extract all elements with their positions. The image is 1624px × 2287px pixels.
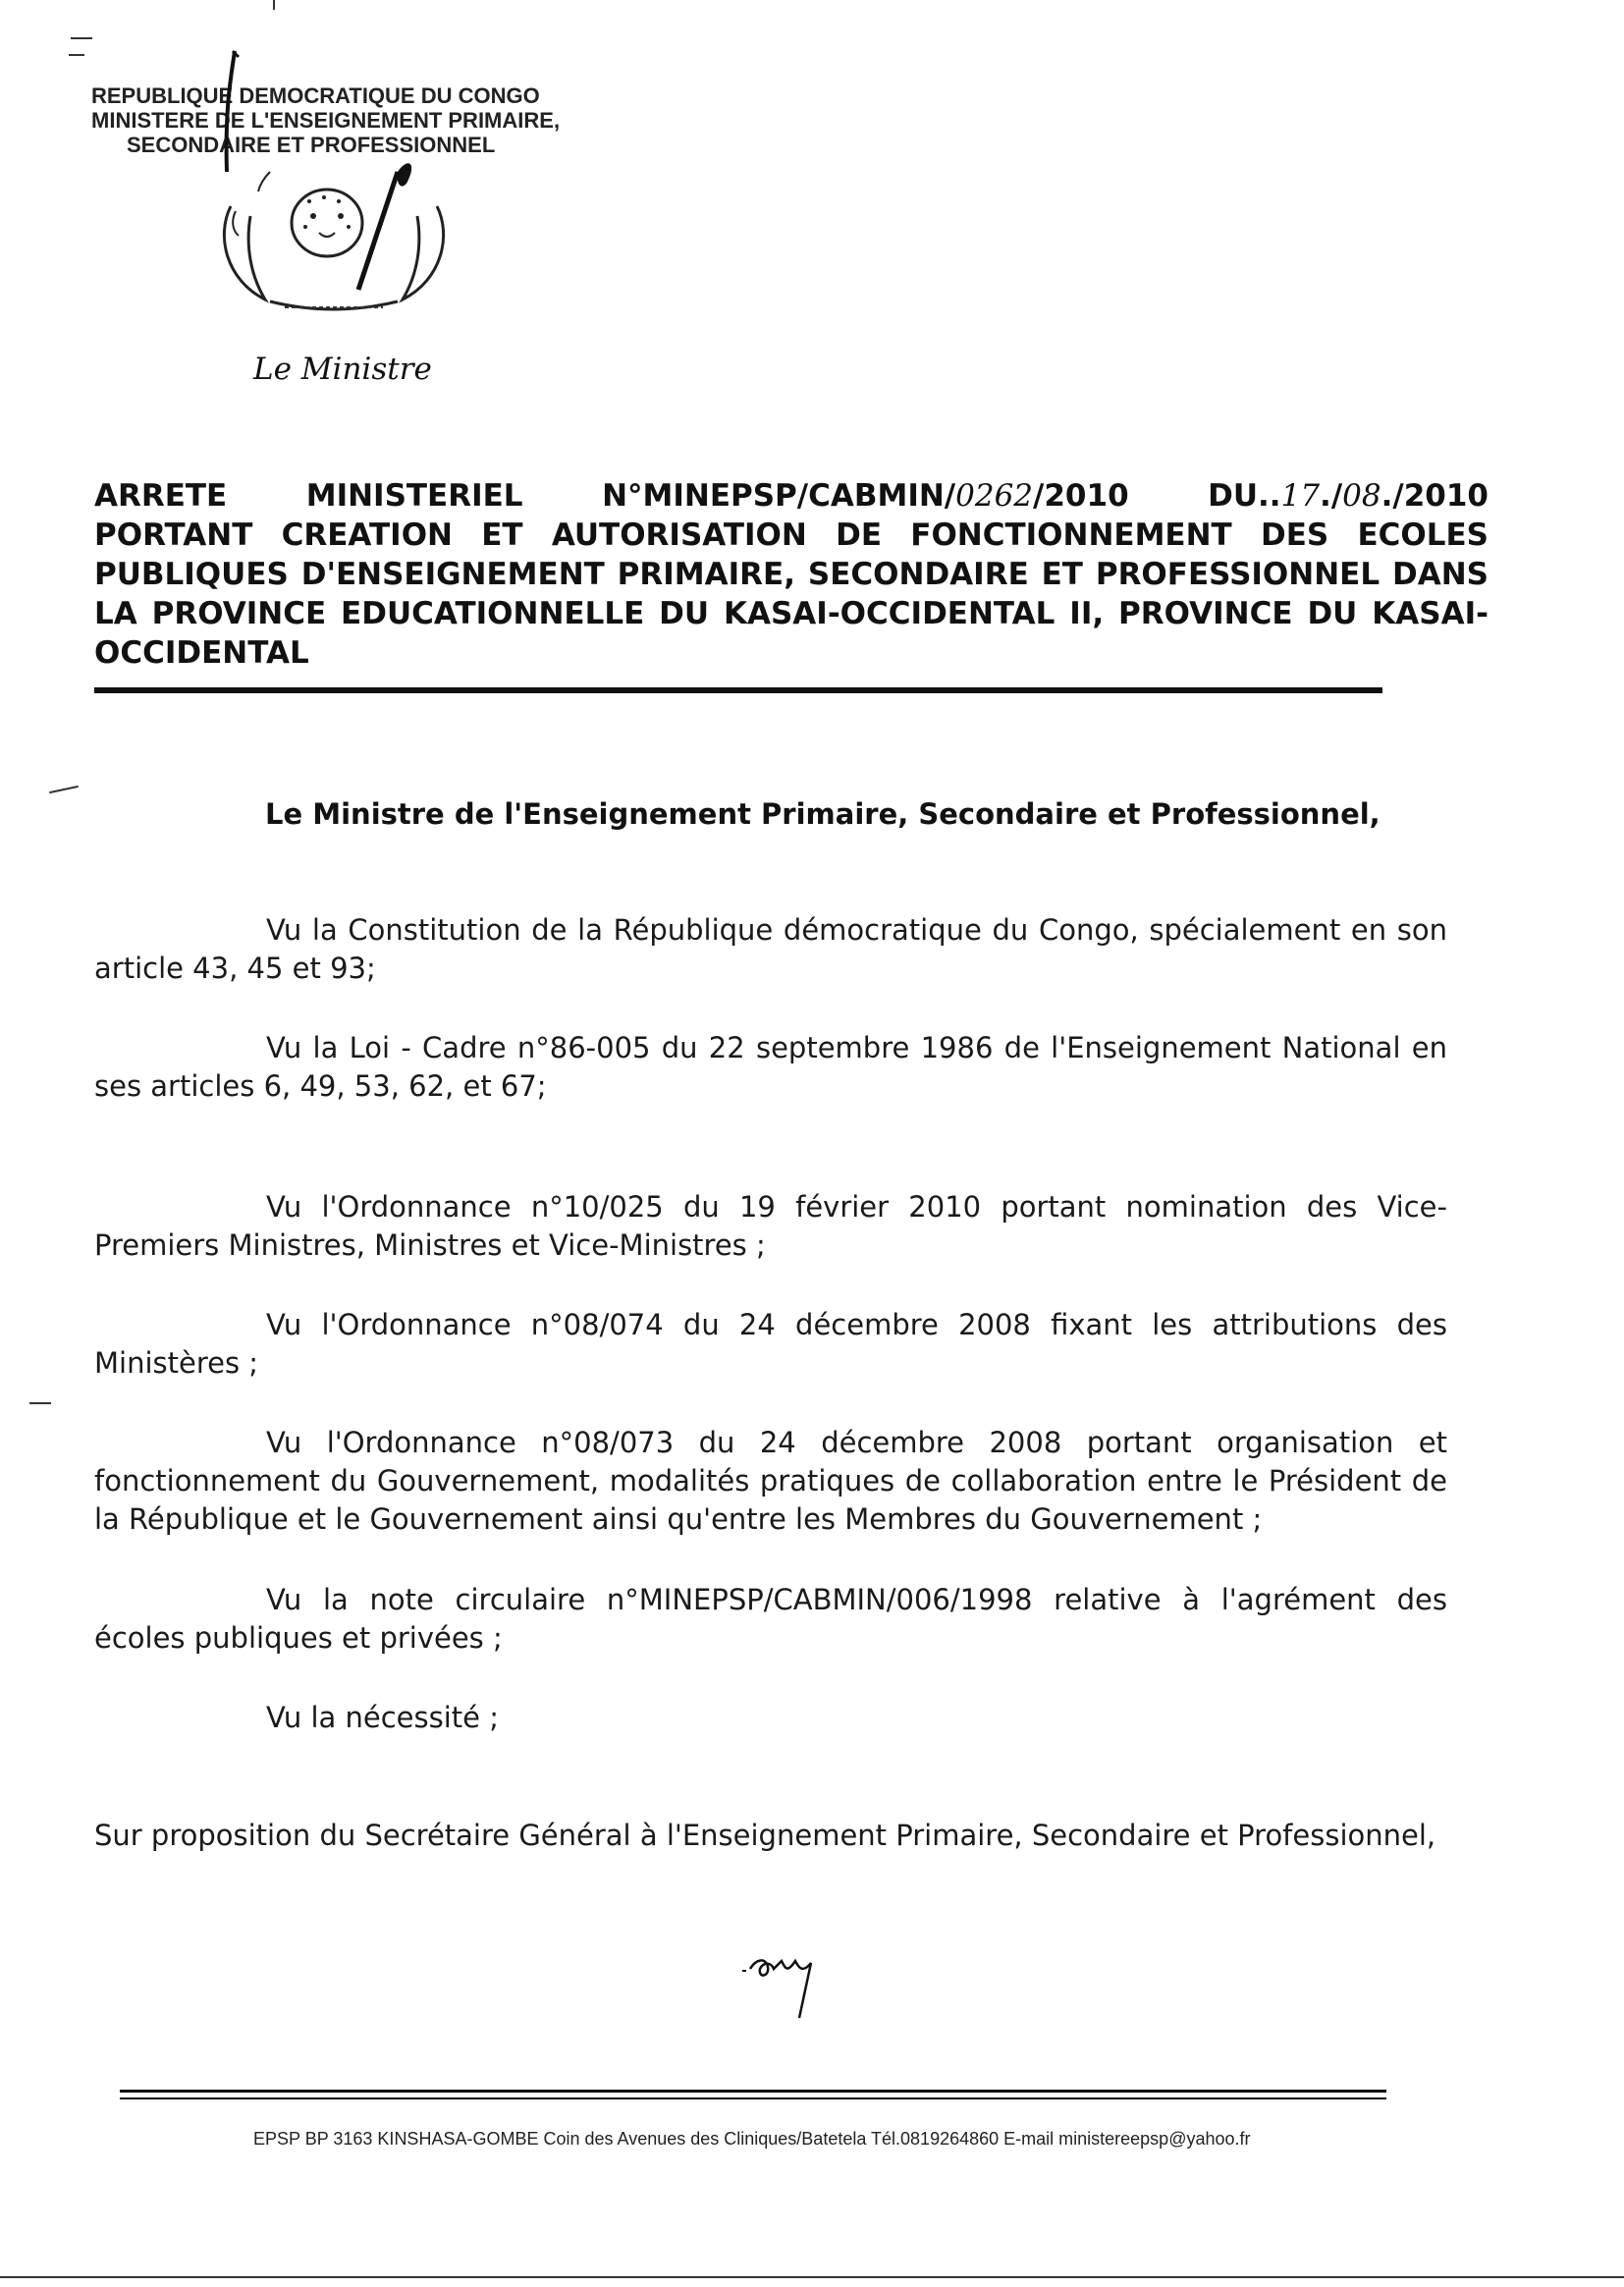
minister-heading: Le Ministre de l'Enseignement Primaire, Secondaire et Professionnel, <box>265 797 1380 831</box>
country-name: REPUBLIQUE DEMOCRATIQUE DU CONGO <box>91 83 540 108</box>
decree-date-day: 17 <box>1280 478 1321 514</box>
considerant-paragraph: Vu la Loi - Cadre n°86-005 du 22 septembre 1986 de l'Enseignement National en ses articles 6, 49, 53, 62, et 67; <box>94 1031 1447 1103</box>
decree-title <box>94 476 1489 673</box>
scan-speck <box>69 54 84 56</box>
footer-address: EPSP BP 3163 KINSHASA-GOMBE Coin des Avenues des Cliniques/Batetela Tél.0819264860 E-mail ministereepsp@yahoo.fr <box>253 2129 1251 2149</box>
decree-date-year: /2010 <box>1392 478 1489 514</box>
footer-divider <box>120 2090 1386 2093</box>
leopard-coat-of-arms-icon <box>211 162 457 334</box>
considerant-paragraph: Vu l'Ordonnance n°08/073 du 24 décembre 2008 portant organisation et fonctionnement du Gouvernement, modalités pratiques de collaboration entre le Président de la République et le Gouvernement ainsi qu'entre les Membres du Gouvernement ; <box>94 1426 1447 1536</box>
decree-number-suffix: /2010 <box>1033 478 1129 514</box>
considerant-paragraph: Vu l'Ordonnance n°10/025 du 19 février 2010 portant nomination des Vice-Premiers Ministres, Ministres et Vice-Ministres ; <box>94 1190 1447 1262</box>
ministry-name-line2: SECONDAIRE ET PROFESSIONNEL <box>127 133 496 157</box>
title-word-arrete: ARRETE <box>94 478 228 514</box>
ministry-name-line1: MINISTERE DE L'ENSEIGNEMENT PRIMAIRE, <box>91 108 561 133</box>
decree-date-month: 08 <box>1342 478 1381 514</box>
considerant-paragraph: Vu l'Ordonnance n°08/074 du 24 décembre 2008 fixant les attributions des Ministères ; <box>94 1308 1447 1380</box>
scan-speck <box>49 786 79 793</box>
header-pen-stroke <box>211 49 250 177</box>
considerant-paragraph: Vu la nécessité ; <box>266 1701 499 1734</box>
scan-bottom-edge <box>0 2276 1624 2278</box>
decree-reference-line <box>94 476 1489 516</box>
considerant-paragraph: Vu la note circulaire n°MINEPSP/CABMIN/006/1998 relative à l'agrément des écoles publiques et privées ; <box>94 1583 1447 1655</box>
scan-speck <box>71 37 92 39</box>
decree-date-prefix: DU <box>1208 478 1259 514</box>
decree-date: DU..17./08./2010 <box>1208 478 1489 514</box>
scan-speck <box>273 0 275 10</box>
title-word-ministeriel: MINISTERIEL <box>305 478 523 514</box>
decree-number <box>602 476 1129 516</box>
proposition-paragraph: Sur proposition du Secrétaire Général à l'Enseignement Primaire, Secondaire et Professionnel, <box>94 1819 1436 1852</box>
decree-number-handwritten: 0262 <box>955 478 1034 514</box>
title-divider <box>94 687 1382 693</box>
handwritten-initials-icon <box>738 1939 827 2028</box>
scan-speck <box>29 1402 51 1404</box>
footer-divider <box>120 2097 1386 2099</box>
decree-number-prefix: N°MINEPSP/CABMIN/ <box>602 478 956 514</box>
decree-subject: PORTANT CREATION ET AUTORISATION DE FONCTIONNEMENT DES ECOLES PUBLIQUES D'ENSEIGNEMENT PRIMAIRE, SECONDAIRE ET PROFESSIONNEL DANS LA PROVINCE EDUCATIONNELLE DU KASAI-OCCIDENTAL II, PROVINCE DU KASAI-OCCIDENTAL <box>94 517 1489 671</box>
office-signature-label: Le Ministre <box>253 352 432 387</box>
considerant-paragraph: Vu la Constitution de la République démocratique du Congo, spécialement en son article 43, 45 et 93; <box>94 913 1447 985</box>
ministry-header <box>91 83 680 157</box>
